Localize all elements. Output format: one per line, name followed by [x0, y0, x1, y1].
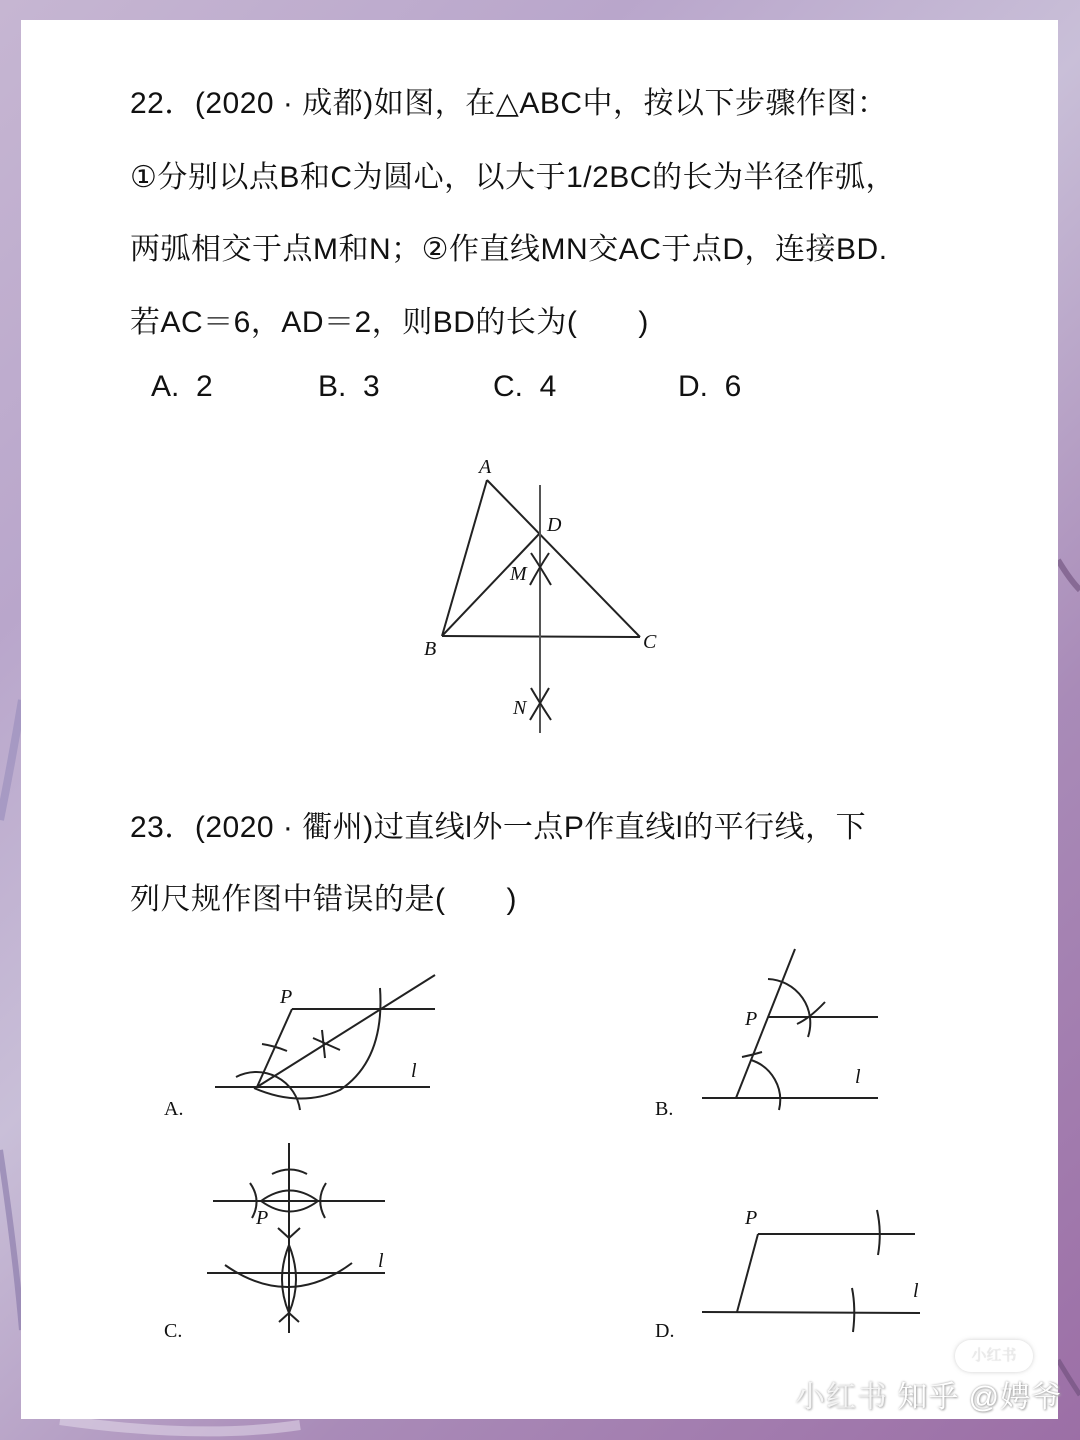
option-value: 2	[196, 370, 213, 403]
option-letter: C.	[493, 370, 523, 403]
fig-c-label-p: P	[256, 1207, 269, 1229]
watermark-text: 知乎 @娉爷	[897, 1381, 1063, 1414]
label-b: B	[424, 638, 437, 660]
q22-line-4: 若AC＝6，AD＝2，则BD的长为( )	[130, 306, 649, 339]
fig-d-label-p: P	[745, 1207, 758, 1229]
q22-line-3: 两弧相交于点M和N；②作直线MN交AC于点D，连接BD.	[130, 233, 888, 266]
option-letter: D.	[678, 370, 708, 403]
option-value: 4	[539, 370, 557, 403]
fig-c-option: C.	[164, 1320, 183, 1342]
figure-b	[702, 949, 878, 1110]
label-n: N	[513, 697, 527, 719]
q22-line-2: ①分别以点B和C为圆心，以大于1/2BC的长为半径作弧，	[130, 161, 896, 194]
option-letter: A.	[151, 370, 180, 403]
option-value: 6	[724, 370, 742, 403]
q23-line-1: 23．(2020 · 衢州)过直线l外一点P作直线l的平行线，下	[130, 811, 867, 844]
fig-b-label-l: l	[855, 1066, 861, 1088]
figure-c	[207, 1143, 385, 1333]
figure-d	[702, 1210, 920, 1332]
option-value: 3	[363, 370, 380, 403]
label-d: D	[547, 514, 562, 536]
fig-c-label-l: l	[378, 1250, 384, 1272]
q23-line-2: 列尺规作图中错误的是( )	[130, 883, 517, 916]
label-m: M	[510, 563, 527, 585]
option-letter: B.	[318, 370, 347, 403]
watermark	[795, 1372, 1062, 1416]
fig-b-label-p: P	[745, 1008, 758, 1030]
figure-a	[215, 975, 435, 1110]
fig-a-label-l: l	[411, 1060, 417, 1082]
label-c: C	[643, 631, 657, 653]
fig-a-label-p: P	[280, 986, 293, 1008]
label-a: A	[479, 456, 492, 478]
q22-line-1: 22．(2020 · 成都)如图，在△ABC中，按以下步骤作图：	[130, 87, 888, 120]
fig-b-option: B.	[655, 1098, 674, 1120]
fig-a-option: A.	[164, 1098, 184, 1120]
watermark-logo: 小红书	[955, 1340, 1033, 1372]
fig-d-option: D.	[655, 1320, 675, 1342]
watermark-faint-text: 小红书	[795, 1381, 888, 1414]
fig-d-label-l: l	[913, 1280, 919, 1302]
